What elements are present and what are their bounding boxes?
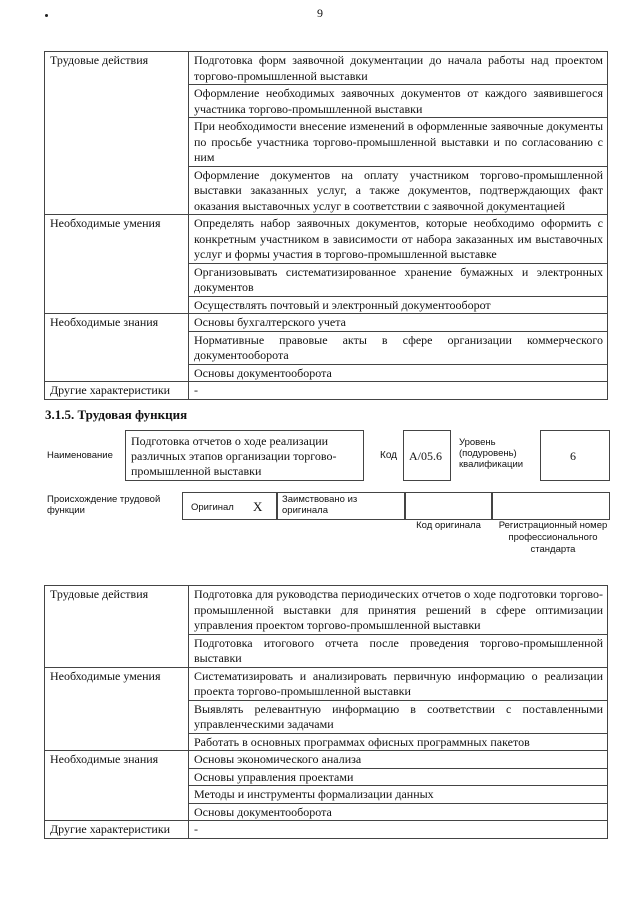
name-label: Наименование xyxy=(47,450,113,461)
original-mark: X xyxy=(253,499,263,514)
category-cell: Необходимые умения xyxy=(45,215,189,314)
item-cell: Нормативные правовые акты в сфере организации коммерческого документооборота xyxy=(189,331,608,364)
category-cell: Необходимые знания xyxy=(45,314,189,382)
labor-function-table-1 xyxy=(44,51,608,400)
scan-speck xyxy=(45,14,48,17)
table-row xyxy=(45,586,608,635)
table-row xyxy=(45,751,608,769)
item-cell: Методы и инструменты формализации данных xyxy=(189,786,608,804)
labor-function-table-2 xyxy=(44,585,608,839)
code-label: Код xyxy=(380,450,398,461)
item-cell: Основы экономического анализа xyxy=(189,751,608,769)
item-cell: Основы управления проектами xyxy=(189,768,608,786)
borrowed-label: Заимствовано из оригинала xyxy=(282,494,358,516)
item-cell: Систематизировать и анализировать первичную информацию о реализации проекта торгово-промышленной выставки xyxy=(189,667,608,700)
item-cell: Подготовка форм заявочной документации до начала работы над проектом торгово-промышленной выставки xyxy=(189,52,608,85)
item-cell: Осуществлять почтовый и электронный документооборот xyxy=(189,296,608,314)
name-value: Подготовка отчетов о ходе реализации различных этапов организации торгово-промышленной выставки xyxy=(131,434,337,478)
item-cell: При необходимости внесение изменений в оформленные заявочные документы по просьбе участника торгово-промышленной выставки и по согласованию с ним xyxy=(189,118,608,167)
reg-number-caption: Регистрационный номер профессионального стандарта xyxy=(498,520,608,555)
item-cell: Выявлять релевантную информацию в соответствии с поставленными управленческими задачами xyxy=(189,700,608,733)
category-cell: Другие характеристики xyxy=(45,821,189,839)
item-cell: Оформление необходимых заявочных документов от каждого заявившегося участника торгово-промышленной выставки xyxy=(189,85,608,118)
item-cell: Основы бухгалтерского учета xyxy=(189,314,608,332)
page-number: 9 xyxy=(317,6,323,20)
item-cell: Оформление документов на оплату участником торгово-промышленной выставки заказанных услуг, а также документов, подтверждающих факт оказания выставочных услуг в соответствии с заявочной документацией xyxy=(189,166,608,215)
category-cell: Трудовые действия xyxy=(45,52,189,215)
item-cell: Работать в основных программах офисных программных пакетов xyxy=(189,733,608,751)
table-row xyxy=(45,215,608,264)
item-cell: - xyxy=(189,382,608,400)
table-row xyxy=(45,382,608,400)
category-cell: Трудовые действия xyxy=(45,586,189,668)
code-original-box xyxy=(405,492,492,520)
reg-number-box xyxy=(492,492,610,520)
table-row xyxy=(45,314,608,332)
category-cell: Необходимые знания xyxy=(45,751,189,821)
origin-label: Происхождение трудовой функции xyxy=(47,494,161,516)
table-row xyxy=(45,821,608,839)
code-value: А/05.6 xyxy=(409,449,442,463)
original-label: Оригинал xyxy=(191,502,234,513)
table-row xyxy=(45,52,608,85)
level-value: 6 xyxy=(570,449,576,463)
item-cell: Подготовка для руководства периодических отчетов о ходе подготовки торгово-промышленной выставки для принятия решений в сфере оптимизации управления проектом торгово-промышленной выставки xyxy=(189,586,608,635)
level-label: Уровень (подуровень) квалификации xyxy=(459,437,524,470)
table-row xyxy=(45,667,608,700)
item-cell: Основы документооборота xyxy=(189,364,608,382)
item-cell: Организовывать систематизированное хранение бумажных и электронных документов xyxy=(189,263,608,296)
item-cell: Определять набор заявочных документов, которые необходимо оформить с конкретным участником в зависимости от набора заказанных им выставочных услуг и формы участия в торгово-промышленной выставке xyxy=(189,215,608,264)
code-original-caption: Код оригинала xyxy=(416,520,481,531)
category-cell: Необходимые умения xyxy=(45,667,189,751)
item-cell: Подготовка итогового отчета после проведения торгово-промышленной выставки xyxy=(189,634,608,667)
item-cell: Основы документооборота xyxy=(189,803,608,821)
category-cell: Другие характеристики xyxy=(45,382,189,400)
section-heading: 3.1.5. Трудовая функция xyxy=(45,407,188,422)
item-cell: - xyxy=(189,821,608,839)
